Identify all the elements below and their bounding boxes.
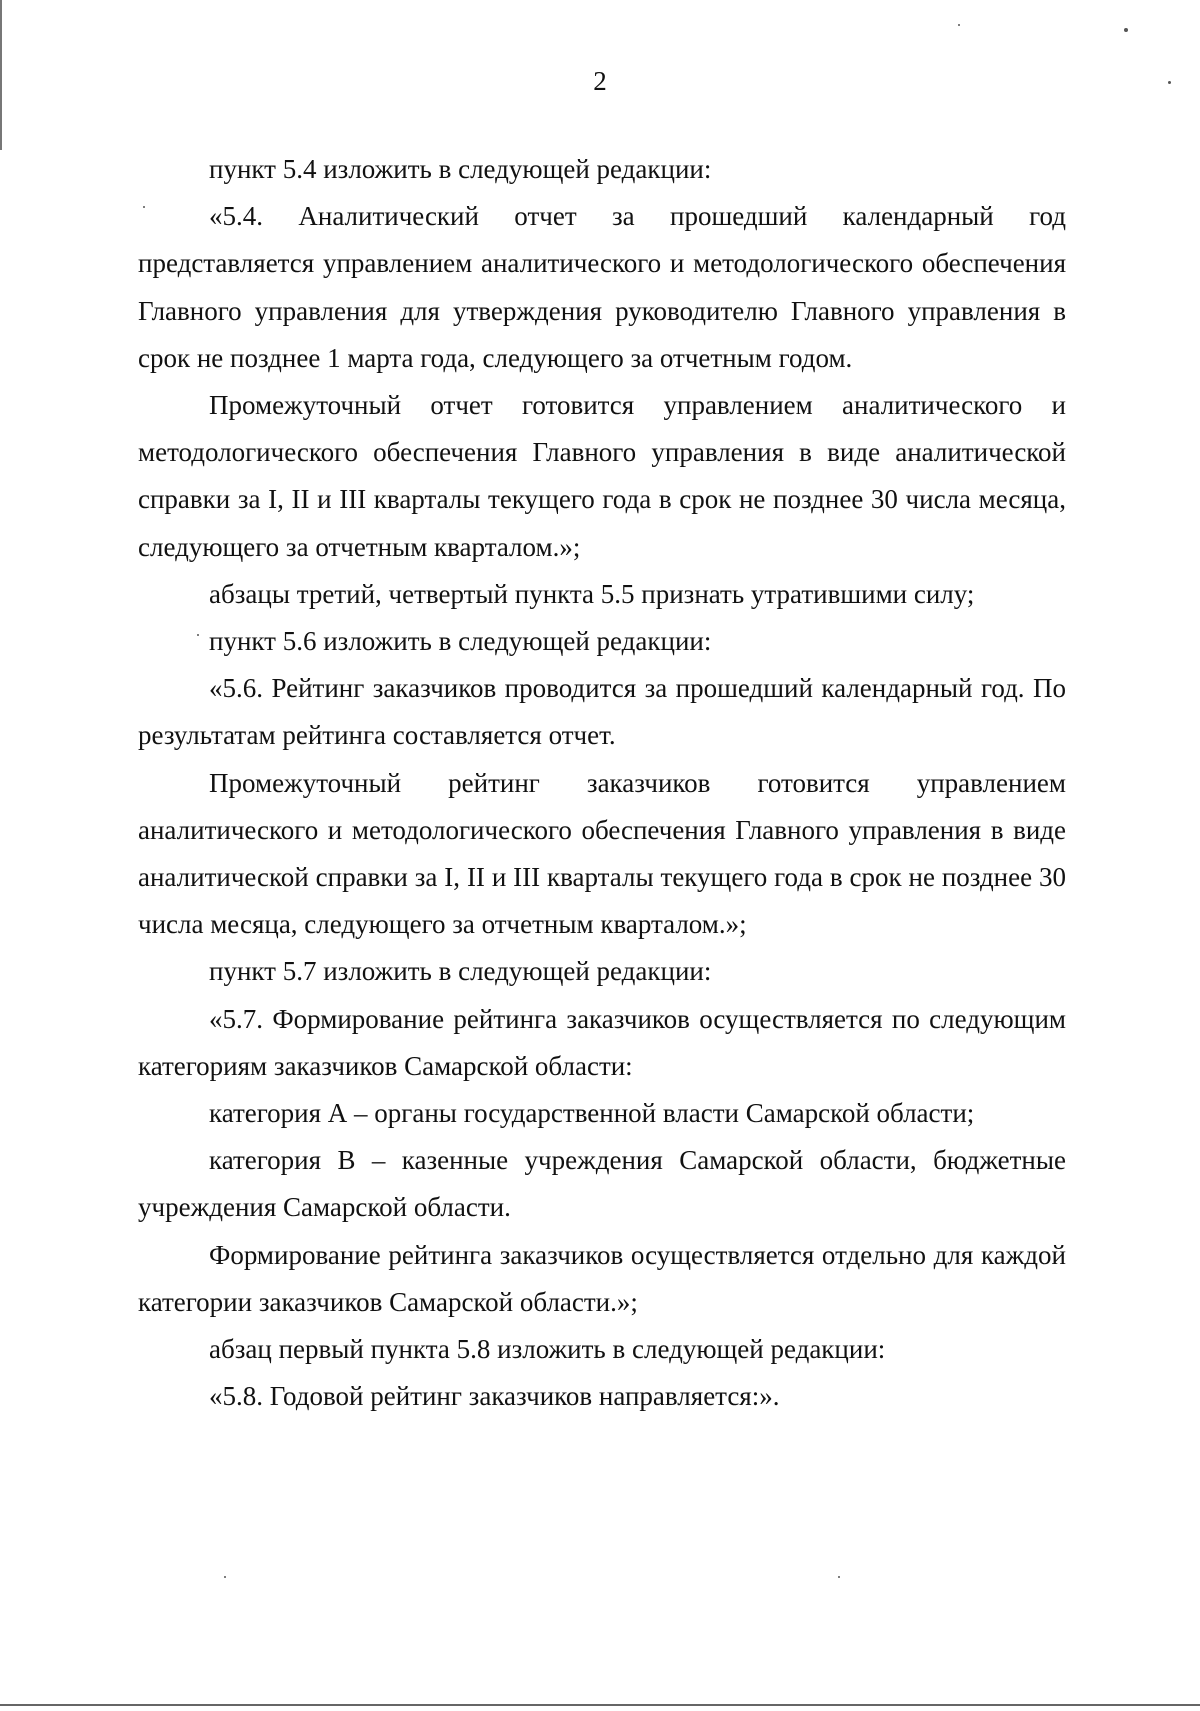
paragraph-5-7-categories: «5.7. Формирование рейтинга заказчиков осуществляется по следующим категориям заказчиков Самарской области: <box>138 1003 1066 1081</box>
paragraph-5-6-interim-rating: Промежуточный рейтинг заказчиков готовится управлением аналитического и методологического обеспечения Главного управления в виде аналитической справки за I, II и III кварталы текущего года в срок не позднее 30 числа месяца, следующего за отчетным кварталом.»; <box>138 767 1066 940</box>
paragraph-5-5-repeal: абзацы третий, четвертый пункта 5.5 признать утратившими силу; <box>209 578 975 609</box>
paragraph-rating-separately: Формирование рейтинга заказчиков осуществляется отдельно для каждой категории заказчиков Самарской области.»; <box>138 1239 1066 1317</box>
scan-speck <box>838 1576 840 1578</box>
paragraph-5-8-annual-rating: «5.8. Годовой рейтинг заказчиков направляется:». <box>209 1381 780 1412</box>
paragraph-amend-5-8: абзац первый пункта 5.8 изложить в следующей редакции: <box>209 1334 886 1365</box>
paragraph-amend-5-4: пункт 5.4 изложить в следующей редакции: <box>209 154 712 184</box>
paragraph-amend-5-6: пункт 5.6 изложить в следующей редакции: <box>209 626 712 657</box>
paragraph-category-b: категория В – казенные учреждения Самарской области, бюджетные учреждения Самарской области. <box>138 1145 1066 1223</box>
paragraph-5-6-rating: «5.6. Рейтинг заказчиков проводится за прошедший календарный год. По результатам рейтинга составляется отчет. <box>138 673 1066 751</box>
paragraph-amend-5-7: пункт 5.7 изложить в следующей редакции: <box>209 956 712 987</box>
scan-speck <box>224 1576 226 1578</box>
paragraph-5-4-interim-report: Промежуточный отчет готовится управлением аналитического и методологического обеспечения Главного управления в виде аналитической справки за I, II и III кварталы текущего года в срок не позднее 30 числа месяца, следующего за отчетным кварталом.»; <box>138 390 1066 562</box>
scan-speck <box>958 24 960 26</box>
scan-speck <box>1124 28 1128 32</box>
scan-edge-bottom <box>0 1704 1200 1706</box>
page-number: 2 <box>593 66 607 96</box>
paragraph-category-a: категория А – органы государственной власти Самарской области; <box>209 1098 975 1129</box>
paragraph-5-4-annual-report: «5.4. Аналитический отчет за прошедший календарный год представляется управлением аналитического и методологического обеспечения Главного управления для утверждения руководителю Главного управления в срок не позднее 1 марта года, следующего за отчетным годом. <box>138 201 1066 373</box>
document-body <box>138 146 1066 1420</box>
